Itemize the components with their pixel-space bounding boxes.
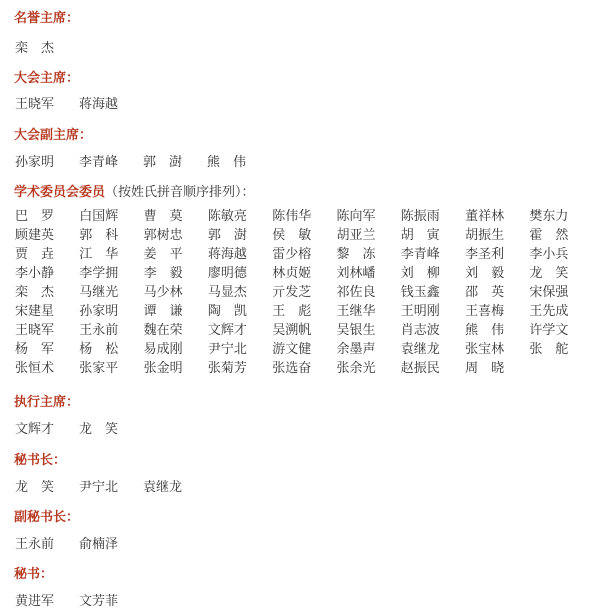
committee-member-name: 周 晓 bbox=[465, 361, 505, 376]
committee-member-name: 陈敏亮 bbox=[207, 209, 247, 224]
committee-member-name: 巴 罗 bbox=[15, 209, 55, 224]
academic-committee-heading bbox=[14, 181, 255, 200]
academic-committee-grid bbox=[15, 205, 605, 376]
committee-member-name: 王继华 bbox=[336, 304, 376, 319]
committee-member-name: 尹宁北 bbox=[207, 342, 247, 357]
committee-member-name: 李小静 bbox=[15, 266, 55, 281]
committee-member-name: 杨 松 bbox=[79, 342, 119, 357]
committee-member-name: 刘林嶓 bbox=[336, 266, 376, 281]
committee-member-name: 陈伟华 bbox=[272, 209, 312, 224]
academic-committee-title: 学术委员会委员 bbox=[14, 185, 106, 200]
committee-row bbox=[15, 262, 605, 281]
committee-member-name: 宋建星 bbox=[15, 304, 55, 319]
honorary-chair-heading: 名誉主席： bbox=[14, 11, 80, 26]
committee-member-name: 张余光 bbox=[336, 361, 376, 376]
person-name: 李青峰 bbox=[79, 155, 119, 170]
committee-member-name: 赵振民 bbox=[400, 361, 440, 376]
committee-member-name: 廖明德 bbox=[207, 266, 247, 281]
person-name: 孙家明 bbox=[15, 155, 55, 170]
committee-member-name: 王永前 bbox=[79, 323, 119, 338]
committee-member-name: 谭 谦 bbox=[143, 304, 183, 319]
committee-member-name: 张金明 bbox=[143, 361, 183, 376]
deputy-secretary-general-heading: 副秘书长： bbox=[14, 510, 80, 525]
committee-row bbox=[15, 357, 605, 376]
committee-member-name: 孙家明 bbox=[79, 304, 119, 319]
committee-member-name: 熊 伟 bbox=[465, 323, 505, 338]
person-name: 文辉才 bbox=[15, 422, 55, 437]
committee-member-name: 亓发芝 bbox=[272, 285, 312, 300]
committee-member-name: 祁佐良 bbox=[336, 285, 376, 300]
committee-member-name: 林贞姬 bbox=[272, 266, 312, 281]
committee-member-name: 胡亚兰 bbox=[336, 228, 376, 243]
committee-row bbox=[15, 281, 605, 300]
committee-member-name: 肖志波 bbox=[400, 323, 440, 338]
committee-member-name: 许学文 bbox=[529, 323, 569, 338]
committee-member-name: 马少林 bbox=[143, 285, 183, 300]
committee-member-name: 郭 澍 bbox=[207, 228, 247, 243]
conference-chair-heading: 大会主席： bbox=[14, 71, 80, 86]
executive-chair-heading: 执行主席： bbox=[14, 395, 80, 410]
committee-member-name: 李 毅 bbox=[143, 266, 183, 281]
person-name: 文芳菲 bbox=[79, 594, 119, 609]
committee-member-name: 黎 冻 bbox=[336, 247, 376, 262]
committee-member-name: 李青峰 bbox=[400, 247, 440, 262]
committee-member-name: 雷少榕 bbox=[272, 247, 312, 262]
person-name: 尹宁北 bbox=[79, 480, 119, 495]
person-name: 俞楠泽 bbox=[79, 537, 119, 552]
person-name: 熊 伟 bbox=[207, 155, 247, 170]
secretary-general-heading: 秘书长： bbox=[14, 453, 67, 468]
committee-member-name: 张 舵 bbox=[529, 342, 569, 357]
committee-row bbox=[15, 243, 605, 262]
committee-member-name: 杨 军 bbox=[15, 342, 55, 357]
committee-member-name: 宋保强 bbox=[529, 285, 569, 300]
committee-member-name: 吴银生 bbox=[336, 323, 376, 338]
vice-chair-heading: 大会副主席： bbox=[14, 128, 93, 143]
secretary-heading: 秘书： bbox=[14, 567, 54, 582]
committee-member-name: 王明刚 bbox=[400, 304, 440, 319]
committee-member-name: 霍 然 bbox=[529, 228, 569, 243]
committee-member-name: 姜 平 bbox=[143, 247, 183, 262]
committee-member-name: 张恒术 bbox=[15, 361, 55, 376]
committee-member-name: 马显杰 bbox=[207, 285, 247, 300]
person-name: 栾 杰 bbox=[15, 41, 55, 56]
committee-member-name: 胡 寅 bbox=[400, 228, 440, 243]
committee-member-name: 张家平 bbox=[79, 361, 119, 376]
committee-member-name: 江 华 bbox=[79, 247, 119, 262]
person-name: 王永前 bbox=[15, 537, 55, 552]
person-name: 龙 笑 bbox=[79, 422, 119, 437]
committee-member-name: 李小兵 bbox=[529, 247, 569, 262]
committee-member-name: 魏在荣 bbox=[143, 323, 183, 338]
committee-member-name: 龙 笑 bbox=[529, 266, 569, 281]
person-name: 袁继龙 bbox=[143, 480, 183, 495]
committee-member-name: 樊东力 bbox=[529, 209, 569, 224]
person-name: 王晓军 bbox=[15, 97, 55, 112]
person-name: 蒋海越 bbox=[79, 97, 119, 112]
committee-member-name: 胡振生 bbox=[465, 228, 505, 243]
committee-row bbox=[15, 300, 605, 319]
committee-member-name: 袁继龙 bbox=[400, 342, 440, 357]
person-name: 郭 澍 bbox=[143, 155, 183, 170]
committee-row bbox=[15, 224, 605, 243]
committee-member-name: 邵 英 bbox=[465, 285, 505, 300]
person-name: 龙 笑 bbox=[15, 480, 55, 495]
committee-member-name: 易成刚 bbox=[143, 342, 183, 357]
committee-member-name: 刘 柳 bbox=[400, 266, 440, 281]
committee-member-name: 张宝林 bbox=[465, 342, 505, 357]
committee-member-name: 张选奋 bbox=[272, 361, 312, 376]
committee-member-name: 张菊芳 bbox=[207, 361, 247, 376]
committee-row bbox=[15, 205, 605, 224]
committee-member-name: 王 彪 bbox=[272, 304, 312, 319]
committee-member-name: 陈向军 bbox=[336, 209, 376, 224]
committee-member-name: 李学拥 bbox=[79, 266, 119, 281]
committee-member-name: 栾 杰 bbox=[15, 285, 55, 300]
committee-member-name: 马继光 bbox=[79, 285, 119, 300]
committee-member-name: 蒋海越 bbox=[207, 247, 247, 262]
committee-member-name: 余墨声 bbox=[336, 342, 376, 357]
committee-row bbox=[15, 338, 605, 357]
committee-member-name: 陶 凯 bbox=[207, 304, 247, 319]
committee-member-name: 李圣利 bbox=[465, 247, 505, 262]
committee-member-name: 董祥林 bbox=[465, 209, 505, 224]
committee-member-name: 刘 毅 bbox=[465, 266, 505, 281]
committee-member-name: 顾建英 bbox=[15, 228, 55, 243]
committee-member-name: 陈振雨 bbox=[400, 209, 440, 224]
committee-member-name: 吴溯帆 bbox=[272, 323, 312, 338]
committee-member-name: 侯 敏 bbox=[272, 228, 312, 243]
committee-member-name: 王晓军 bbox=[15, 323, 55, 338]
committee-member-name: 游文健 bbox=[272, 342, 312, 357]
committee-member-name: 文辉才 bbox=[207, 323, 247, 338]
committee-member-name: 白国辉 bbox=[79, 209, 119, 224]
committee-member-name: 钱玉鑫 bbox=[400, 285, 440, 300]
committee-member-name: 郭 科 bbox=[79, 228, 119, 243]
committee-member-name: 贾 垚 bbox=[15, 247, 55, 262]
committee-row bbox=[15, 319, 605, 338]
committee-member-name: 王喜梅 bbox=[465, 304, 505, 319]
academic-committee-note: （按姓氏拼音顺序排列）： bbox=[105, 185, 255, 200]
committee-member-name: 郭树忠 bbox=[143, 228, 183, 243]
committee-member-name: 曹 莫 bbox=[143, 209, 183, 224]
committee-member-name: 王先成 bbox=[529, 304, 569, 319]
person-name: 黄进军 bbox=[15, 594, 55, 609]
